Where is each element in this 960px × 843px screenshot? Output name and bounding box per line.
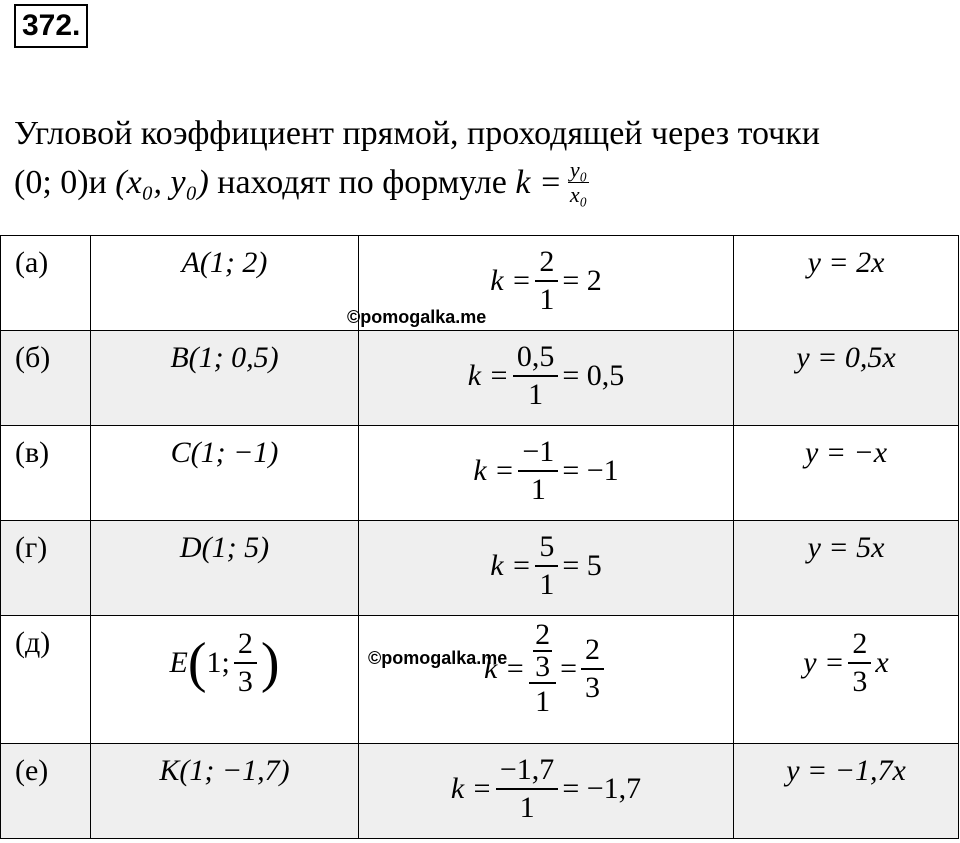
row-label: (в) — [1, 426, 91, 521]
equation-lhs: y = — [803, 646, 845, 679]
formula-lhs: k = — [490, 549, 532, 582]
row-equation — [734, 616, 959, 744]
problem-number: 372. — [14, 4, 88, 48]
intro-formula-fraction — [568, 158, 589, 207]
table-row — [1, 616, 959, 744]
fraction-num: 2 — [581, 632, 604, 670]
point-fraction — [234, 626, 257, 700]
nested-num — [529, 618, 556, 684]
fraction-num: 2 — [848, 626, 871, 664]
row-formula — [359, 616, 734, 744]
row-equation: y = −x — [734, 426, 959, 521]
intro-point: (x₀, y₀) — [115, 163, 209, 201]
row-label: (б) — [1, 331, 91, 426]
intro-and: и — [88, 163, 107, 201]
formula-result: = 0,5 — [562, 359, 625, 392]
watermark: ©pomogalka.me — [368, 648, 508, 668]
intro-text — [14, 110, 944, 207]
formula-result: = −1 — [562, 454, 619, 487]
fraction-den: 1 — [539, 568, 555, 601]
equation-fraction — [848, 626, 871, 700]
intro-formula-text: находят по формуле — [217, 163, 507, 201]
equation-var: x — [875, 646, 889, 679]
point-x: 1; — [206, 646, 230, 679]
fraction-den: 1 — [539, 283, 555, 316]
formula-result: = 2 — [562, 264, 602, 297]
table-row — [1, 426, 959, 521]
intro-formula-num: y₀ — [569, 157, 588, 182]
row-point — [91, 616, 359, 744]
formula-lhs: k = — [467, 359, 509, 392]
row-formula — [359, 744, 734, 839]
formula-fraction — [518, 434, 558, 508]
inner-fraction — [533, 620, 552, 682]
intro-origin: (0; 0) — [14, 163, 89, 201]
inner-num: 2 — [535, 618, 551, 651]
formula-result-fraction — [581, 632, 604, 706]
row-equation: y = 5x — [734, 521, 959, 616]
row-label: (г) — [1, 521, 91, 616]
fraction-num: 0,5 — [513, 339, 559, 377]
formula-lhs: k = — [450, 772, 492, 805]
intro-line-1: Угловой коэффициент прямой, проходящей через точки — [14, 115, 820, 152]
row-point: D(1; 5) — [91, 521, 359, 616]
formula-nested-fraction — [529, 618, 556, 720]
row-equation: y = 0,5x — [734, 331, 959, 426]
fraction-den: 1 — [530, 473, 546, 506]
row-formula — [359, 521, 734, 616]
table-row — [1, 744, 959, 839]
fraction-num: 2 — [234, 626, 257, 664]
fraction-den: 1 — [519, 791, 535, 824]
watermark: ©pomogalka.me — [347, 307, 487, 327]
row-label: (е) — [1, 744, 91, 839]
formula-result: = 5 — [562, 549, 602, 582]
row-label: (д) — [1, 616, 91, 744]
intro-line-2 — [14, 158, 944, 207]
row-label: (а) — [1, 236, 91, 331]
inner-den: 3 — [535, 650, 551, 683]
row-formula — [359, 331, 734, 426]
row-formula — [359, 426, 734, 521]
fraction-num: −1,7 — [496, 752, 558, 790]
nested-den: 1 — [535, 685, 551, 718]
left-paren: ( — [187, 632, 207, 694]
fraction-den: 1 — [528, 378, 544, 411]
table-row — [1, 521, 959, 616]
fraction-num: 5 — [535, 529, 558, 567]
fraction-den: 3 — [237, 665, 253, 698]
row-point: B(1; 0,5) — [91, 331, 359, 426]
formula-fraction — [535, 529, 558, 603]
formula-fraction — [535, 244, 558, 318]
formula-equals: = — [560, 652, 577, 685]
fraction-num: −1 — [518, 434, 558, 472]
table-row — [1, 331, 959, 426]
formula-lhs: k = — [484, 652, 526, 685]
formula-result: = −1,7 — [562, 772, 642, 805]
formula-fraction — [496, 752, 558, 826]
point-name: E — [169, 646, 188, 679]
row-point: C(1; −1) — [91, 426, 359, 521]
formula-lhs: k = — [473, 454, 515, 487]
fraction-num: 2 — [535, 244, 558, 282]
row-equation: y = −1,7x — [734, 744, 959, 839]
fraction-den: 3 — [584, 671, 600, 704]
row-point: K(1; −1,7) — [91, 744, 359, 839]
right-paren: ) — [260, 632, 280, 694]
fraction-den: 3 — [852, 665, 868, 698]
intro-formula-den: x₀ — [569, 182, 588, 207]
row-point: A(1; 2) — [91, 236, 359, 331]
intro-formula-lhs: k = — [515, 163, 562, 201]
row-equation: y = 2x — [734, 236, 959, 331]
formula-lhs: k = — [490, 264, 532, 297]
formula-fraction — [513, 339, 559, 413]
